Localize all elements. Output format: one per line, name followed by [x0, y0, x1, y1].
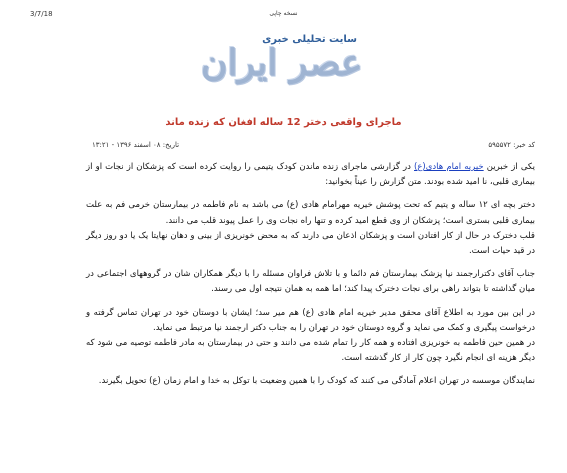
- paragraph-1-rest: در گزارشی ماجرای زنده ماندن کودک یتیمی را روایت کرده است که پزشکان از نجات او از بیماری قلبی، نا امید شده بودند. متن گزارش را عیناً بخوانید:: [86, 162, 535, 188]
- logo-wordmark: عصر ایران: [201, 42, 363, 84]
- paragraph-7: نمایندگان موسسه در تهران اعلام آمادگی می کنند که کودک را با همین وضعیت با توکل به خدا و امام زمان (ع) تحویل بگیرند.: [98, 376, 535, 387]
- article-title: ماجرای واقعی دختر 12 ساله افغان که زنده ماند: [165, 117, 402, 128]
- charity-link[interactable]: خیریه امام هادی(ع): [414, 162, 484, 172]
- paragraph-5: در این بین مورد به اطلاع آقای محقق مدیر خیریه امام هادی (ع) هم میر سد؛ ایشان با دوستان خود در تهران تماس گرفته و درخواست پیگیری و کمک می نماید و گروه دوستان خود در تهران را به جناب دکتر ارجمند نیا مرتبط می نماید.: [86, 307, 535, 333]
- paragraph-1-start: یکی از خبرین: [486, 162, 535, 172]
- print-date: 3/7/18: [30, 10, 53, 18]
- article-meta: [92, 141, 535, 153]
- paragraph-1: [86, 160, 535, 190]
- article-code: کد خبر: ۵۹۵۵۷۲: [488, 141, 535, 149]
- article-body: [86, 160, 535, 398]
- article-date: تاریخ: ۰۸ اسفند ۱۳۹۶ - ۱۳:۲۱: [92, 141, 180, 149]
- paragraph-3: قلب دخترک در حال از کار افتادن است و پزشکان اذعان می دارند که به محض خونریزی از بینی و دهان نهایتا یک یا دو روز دیگر در قید حیات است.: [86, 230, 535, 257]
- paragraph-6: در همین حین فاطمه به خونریزی افتاده و همه کار را تمام شده می دانند و حتی در بیمارستان به مادر فاطمه توصیه می شود که دیگر هزینه ای انجام نگیرد چون کار از کار گذشته است.: [86, 338, 535, 364]
- logo-tagline: سایت تحلیلی خبری: [262, 34, 357, 45]
- paragraph-2: دختر بچه ای ۱۲ ساله و یتیم که تحت پوشش خیریه مهرامام هادی (ع) می باشد به نام فاطمه در بیمارستان خرمی فم به علت بیماری قلبی بستری است؛ پزشکان از وی قطع امید کرده و تنها راه نجات وی را عمل پیوند قلب می دانند.: [86, 200, 536, 226]
- print-version-label: نسخه چاپی: [269, 10, 298, 17]
- site-logo: [195, 34, 375, 90]
- paragraph-4: جناب آقای دکترارجمند نیا پزشک بیمارستان فم دائما و با تلاش فراوان مسئله را با دیگر همکاران شان در گروههای اجتماعی در میان گذاشته تا بتواند راهی برای نجات دخترک پیدا کند؛ اما همه به همان نتیجه اول می رسند.: [86, 269, 535, 295]
